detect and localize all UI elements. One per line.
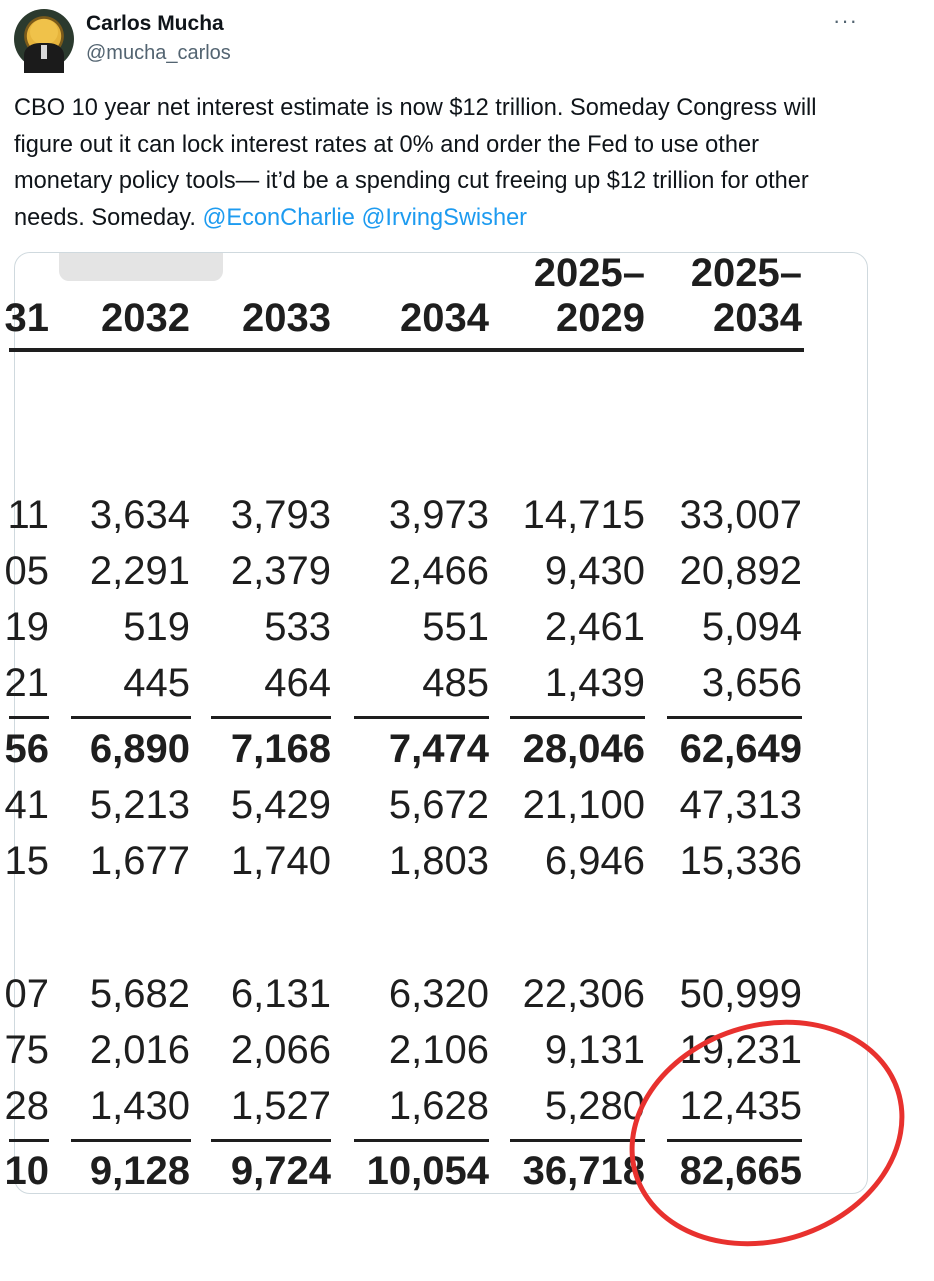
table-cell: 5,672 <box>388 783 489 827</box>
page-chip <box>59 253 223 281</box>
table-cell: 519 <box>123 605 190 649</box>
column-rule <box>211 716 331 719</box>
table-cell: 3,656 <box>701 661 802 705</box>
table-cell: 445 <box>123 661 190 705</box>
table-cell: 11 <box>7 493 49 537</box>
table-cell: 19,231 <box>679 1028 802 1072</box>
table-cell: 2,291 <box>89 549 190 593</box>
total-cell: 7,474 <box>388 727 489 771</box>
table-cell: 3,973 <box>388 493 489 537</box>
table-cell: 533 <box>264 605 331 649</box>
table-cell: 14,715 <box>522 493 645 537</box>
column-rule <box>510 1139 645 1142</box>
table-cell: 5,280 <box>544 1084 645 1128</box>
table-cell: 21 <box>4 661 49 705</box>
table-cell: 1,628 <box>388 1084 489 1128</box>
handle[interactable]: @mucha_carlos <box>86 42 231 64</box>
table-cell: 2,106 <box>388 1028 489 1072</box>
tweet-image[interactable] <box>4 251 868 1194</box>
column-header: 2033 <box>242 296 331 340</box>
table-cell: 5,213 <box>89 783 190 827</box>
column-header: 31 <box>4 296 49 340</box>
table-cell: 21,100 <box>522 783 645 827</box>
table-cell: 551 <box>422 605 489 649</box>
table-cell: 5,094 <box>701 605 802 649</box>
table-cell: 1,677 <box>89 839 190 883</box>
total-cell: 10 <box>4 1149 49 1193</box>
table-cell: 07 <box>4 972 49 1016</box>
total-cell: 9,724 <box>230 1149 331 1193</box>
total-cell: 10,054 <box>366 1149 489 1193</box>
table-cell: 485 <box>422 661 489 705</box>
column-rule <box>510 716 645 719</box>
table-cell: 9,131 <box>544 1028 645 1072</box>
table-cell: 75 <box>4 1028 49 1072</box>
column-rule <box>71 716 191 719</box>
table-cell: 9,430 <box>544 549 645 593</box>
table-cell: 2,066 <box>230 1028 331 1072</box>
table-cell: 1,740 <box>230 839 331 883</box>
mention-link-econcharlie[interactable]: @EconCharlie <box>202 204 355 231</box>
table-cell: 5,682 <box>89 972 190 1016</box>
column-header: 2034 <box>713 296 802 340</box>
header-range-start: 2025– <box>533 251 645 295</box>
table-cell: 2,466 <box>388 549 489 593</box>
mention-link-irvingswisher[interactable]: @IrvingSwisher <box>361 204 528 231</box>
table-cell: 1,803 <box>388 839 489 883</box>
display-name[interactable]: Carlos Mucha <box>86 12 224 35</box>
bear-tie <box>41 45 47 59</box>
total-cell: 6,890 <box>89 727 190 771</box>
table-cell: 6,946 <box>544 839 645 883</box>
column-rule <box>9 1139 49 1142</box>
tweet-header <box>0 0 868 86</box>
table-cell: 12,435 <box>679 1084 802 1128</box>
total-cell: 56 <box>4 727 49 771</box>
table-cell: 5,429 <box>230 783 331 827</box>
total-cell: 82,665 <box>679 1149 802 1193</box>
header-range-start: 2025– <box>690 251 802 295</box>
table-cell: 2,461 <box>544 605 645 649</box>
avatar[interactable] <box>14 9 74 69</box>
table-cell: 19 <box>4 605 49 649</box>
table-cell: 20,892 <box>679 549 802 593</box>
table-cell: 1,430 <box>89 1084 190 1128</box>
table-cell: 33,007 <box>679 493 802 537</box>
table-cell: 1,439 <box>544 661 645 705</box>
column-rule <box>71 1139 191 1142</box>
table-cell: 6,320 <box>388 972 489 1016</box>
table-cell: 28 <box>4 1084 49 1128</box>
column-rule <box>354 716 489 719</box>
total-cell: 7,168 <box>230 727 331 771</box>
table-cell: 15 <box>4 839 49 883</box>
total-cell: 62,649 <box>679 727 802 771</box>
table-cell: 41 <box>4 783 49 827</box>
table-cell: 50,999 <box>679 972 802 1016</box>
table-cell: 3,634 <box>89 493 190 537</box>
table-cell: 464 <box>264 661 331 705</box>
total-cell: 36,718 <box>522 1149 645 1193</box>
total-cell: 9,128 <box>89 1149 190 1193</box>
header-underline <box>9 348 804 352</box>
column-header: 2029 <box>556 296 645 340</box>
table-cell: 1,527 <box>230 1084 331 1128</box>
table-cell: 47,313 <box>679 783 802 827</box>
total-cell: 28,046 <box>522 727 645 771</box>
column-rule <box>9 716 49 719</box>
table-cell: 6,131 <box>230 972 331 1016</box>
table-cell: 3,793 <box>230 493 331 537</box>
tweet-body: CBO 10 year net interest estimate is now $12 trillion. Someday Congress will figure out it can lock interest rates at 0% and order the Fed to use other monetary policy tools— it’d be a spending cut freeing up $12 trillion for other needs. Someday. <box>14 95 817 231</box>
table-cell: 22,306 <box>522 972 645 1016</box>
column-rule <box>211 1139 331 1142</box>
table-cell: 2,016 <box>89 1028 190 1072</box>
bear-face <box>30 19 58 45</box>
table-cell: 15,336 <box>679 839 802 883</box>
column-rule <box>354 1139 489 1142</box>
column-header: 2032 <box>101 296 190 340</box>
column-rule <box>667 716 802 719</box>
tweet-text <box>14 90 859 236</box>
table-cell: 05 <box>4 549 49 593</box>
column-header: 2034 <box>400 296 489 340</box>
ellipsis-icon[interactable]: ··· <box>833 8 858 33</box>
table-cell: 2,379 <box>230 549 331 593</box>
